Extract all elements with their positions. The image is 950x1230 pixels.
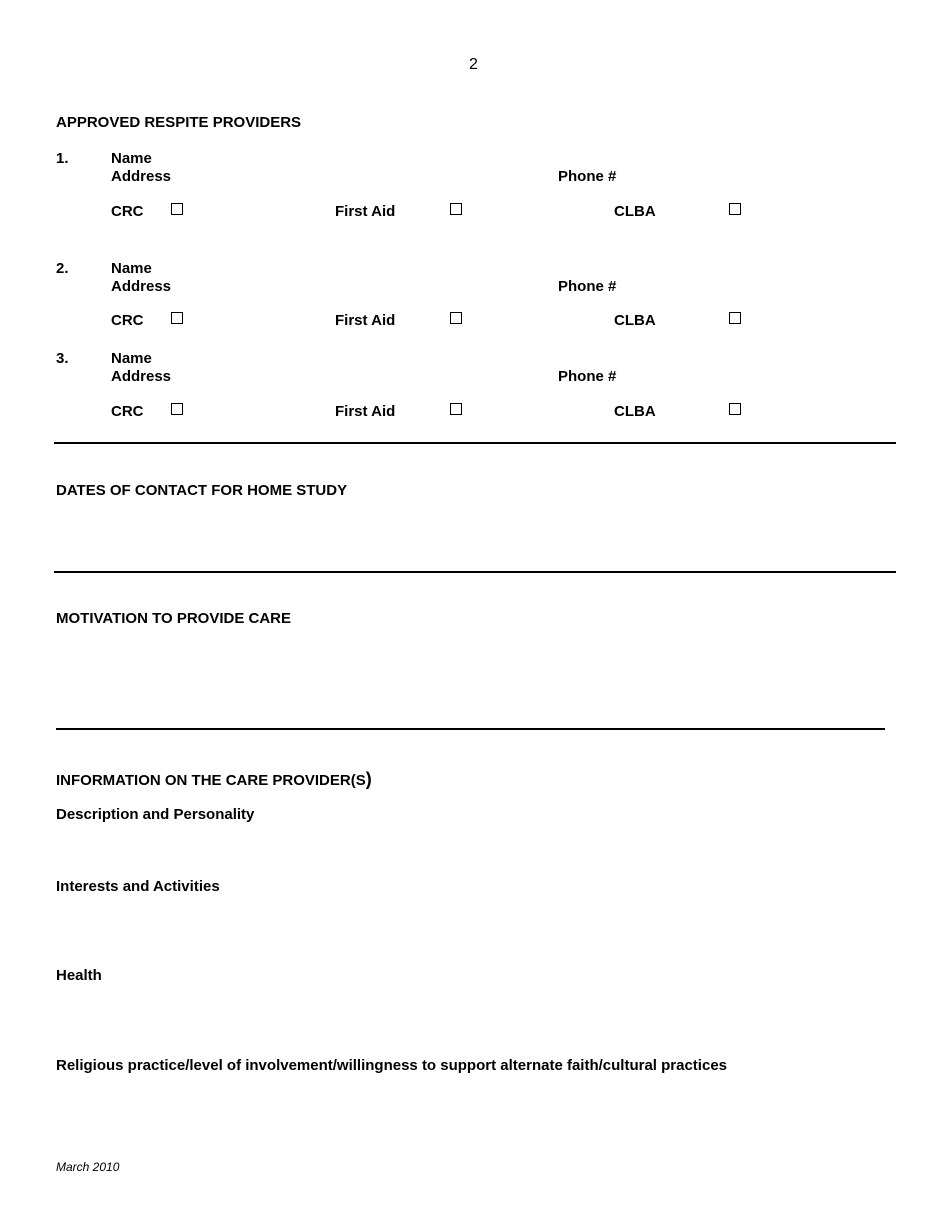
provider-number: 1.	[56, 150, 69, 167]
provider-number: 2.	[56, 260, 69, 277]
clba-label: CLBA	[614, 403, 656, 420]
description-personality-heading: Description and Personality	[56, 806, 255, 823]
phone-label: Phone #	[558, 368, 617, 385]
section-divider	[54, 571, 896, 573]
care-provider-info-title-text: INFORMATION ON THE CARE PROVIDER(S	[56, 772, 366, 789]
clba-label: CLBA	[614, 203, 656, 220]
address-label: Address	[111, 168, 172, 185]
name-label: Name	[111, 350, 152, 367]
care-provider-info-title	[56, 769, 372, 790]
first-aid-checkbox[interactable]	[450, 312, 462, 324]
religious-practice-heading: Religious practice/level of involvement/willingness to support alternate faith/cultural practices	[56, 1057, 728, 1074]
page-number: 2	[469, 56, 478, 73]
name-label: Name	[111, 260, 152, 277]
motivation-title: MOTIVATION TO PROVIDE CARE	[56, 610, 292, 627]
crc-label: CRC	[111, 312, 144, 329]
clba-checkbox[interactable]	[729, 312, 741, 324]
dates-of-contact-title: DATES OF CONTACT FOR HOME STUDY	[56, 482, 348, 499]
care-provider-info-title-paren: )	[365, 769, 372, 789]
first-aid-label: First Aid	[335, 203, 396, 220]
phone-label: Phone #	[558, 168, 617, 185]
crc-label: CRC	[111, 403, 144, 420]
respite-section-title: APPROVED RESPITE PROVIDERS	[56, 114, 302, 131]
health-heading: Health	[56, 967, 102, 984]
clba-label: CLBA	[614, 312, 656, 329]
first-aid-label: First Aid	[335, 312, 396, 329]
address-label: Address	[111, 368, 172, 385]
first-aid-checkbox[interactable]	[450, 203, 462, 215]
first-aid-checkbox[interactable]	[450, 403, 462, 415]
phone-label: Phone #	[558, 278, 617, 295]
address-label: Address	[111, 278, 172, 295]
section-divider	[56, 728, 885, 730]
crc-checkbox[interactable]	[171, 203, 183, 215]
clba-checkbox[interactable]	[729, 403, 741, 415]
section-divider	[54, 442, 896, 444]
name-label: Name	[111, 150, 152, 167]
crc-label: CRC	[111, 203, 144, 220]
footer-date: March 2010	[56, 1160, 120, 1174]
first-aid-label: First Aid	[335, 403, 396, 420]
crc-checkbox[interactable]	[171, 312, 183, 324]
clba-checkbox[interactable]	[729, 203, 741, 215]
crc-checkbox[interactable]	[171, 403, 183, 415]
provider-number: 3.	[56, 350, 69, 367]
interests-activities-heading: Interests and Activities	[56, 878, 220, 895]
